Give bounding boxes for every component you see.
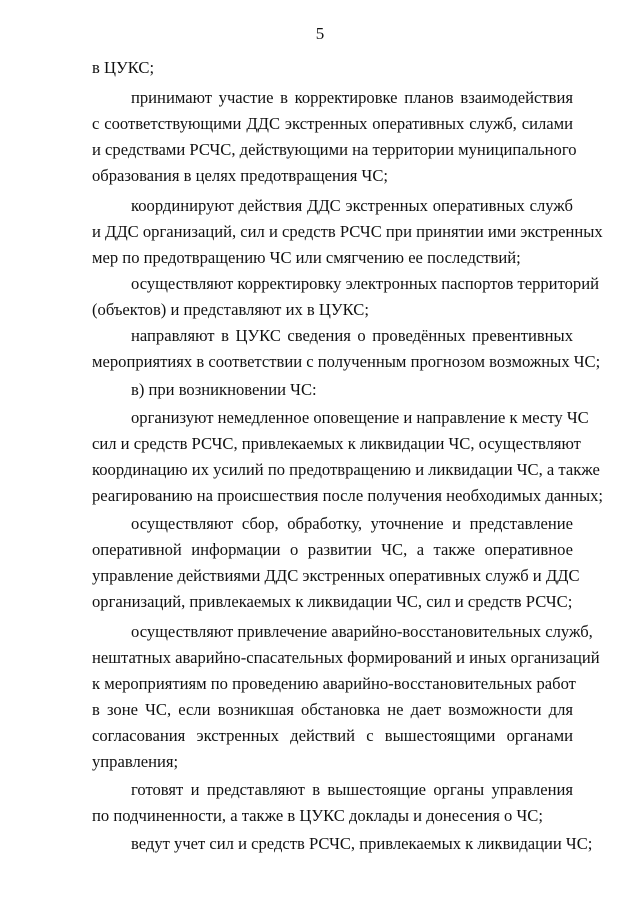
text-line: готовят и представляют в вышестоящие органы управления (131, 780, 573, 799)
text-line: осуществляют корректировку электронных паспортов территорий (131, 274, 599, 293)
text-line: организуют немедленное оповещение и направление к месту ЧС (131, 408, 589, 427)
text-line: и ДДС организаций, сил и средств РСЧС при принятии ими экстренных (92, 222, 603, 241)
text-line: и средствами РСЧС, действующими на территории муниципального (92, 140, 577, 159)
text-line: с соответствующими ДДС экстренных оперативных служб, силами (92, 114, 573, 133)
text-line: реагированию на происшествия после получения необходимых данных; (92, 486, 603, 505)
text-line: оперативной информации о развитии ЧС, а также оперативное (92, 540, 573, 559)
text-line: принимают участие в корректировке планов взаимодействия (131, 88, 573, 107)
text-line: осуществляют привлечение аварийно-восстановительных служб, (131, 622, 593, 641)
text-line: ведут учет сил и средств РСЧС, привлекаемых к ликвидации ЧС; (131, 834, 593, 853)
page-number: 5 (315, 24, 325, 43)
text-line: к мероприятиям по проведению аварийно-восстановительных работ (92, 674, 576, 693)
text-line: мер по предотвращению ЧС или смягчению ее последствий; (92, 248, 521, 267)
text-line: согласования экстренных действий с вышестоящими органами (92, 726, 573, 745)
text-line: координацию их усилий по предотвращению и ликвидации ЧС, а также (92, 460, 600, 479)
text-line: в зоне ЧС, если возникшая обстановка не дает возможности для (92, 700, 573, 719)
text-line: направляют в ЦУКС сведения о проведённых превентивных (131, 326, 573, 345)
text-line: организаций, привлекаемых к ликвидации ЧС, сил и средств РСЧС; (92, 592, 573, 611)
text-line: образования в целях предотвращения ЧС; (92, 166, 389, 185)
text-line: по подчиненности, а также в ЦУКС доклады и донесения о ЧС; (92, 806, 543, 825)
text-line: осуществляют сбор, обработку, уточнение и представление (131, 514, 573, 533)
text-line: сил и средств РСЧС, привлекаемых к ликвидации ЧС, осуществляют (92, 434, 581, 453)
text-line: управления; (92, 752, 179, 771)
text-line: нештатных аварийно-спасательных формирований и иных организаций (92, 648, 600, 667)
text-line: управление действиями ДДС экстренных оперативных служб и ДДС (92, 566, 580, 585)
text-line: мероприятиях в соответствии с полученным прогнозом возможных ЧС; (92, 352, 601, 371)
text-line: (объектов) и представляют их в ЦУКС; (92, 300, 369, 319)
text-line: в ЦУКС; (92, 58, 155, 77)
text-line: в) при возникновении ЧС: (131, 380, 317, 399)
text-line: координируют действия ДДС экстренных оперативных служб (131, 196, 573, 215)
